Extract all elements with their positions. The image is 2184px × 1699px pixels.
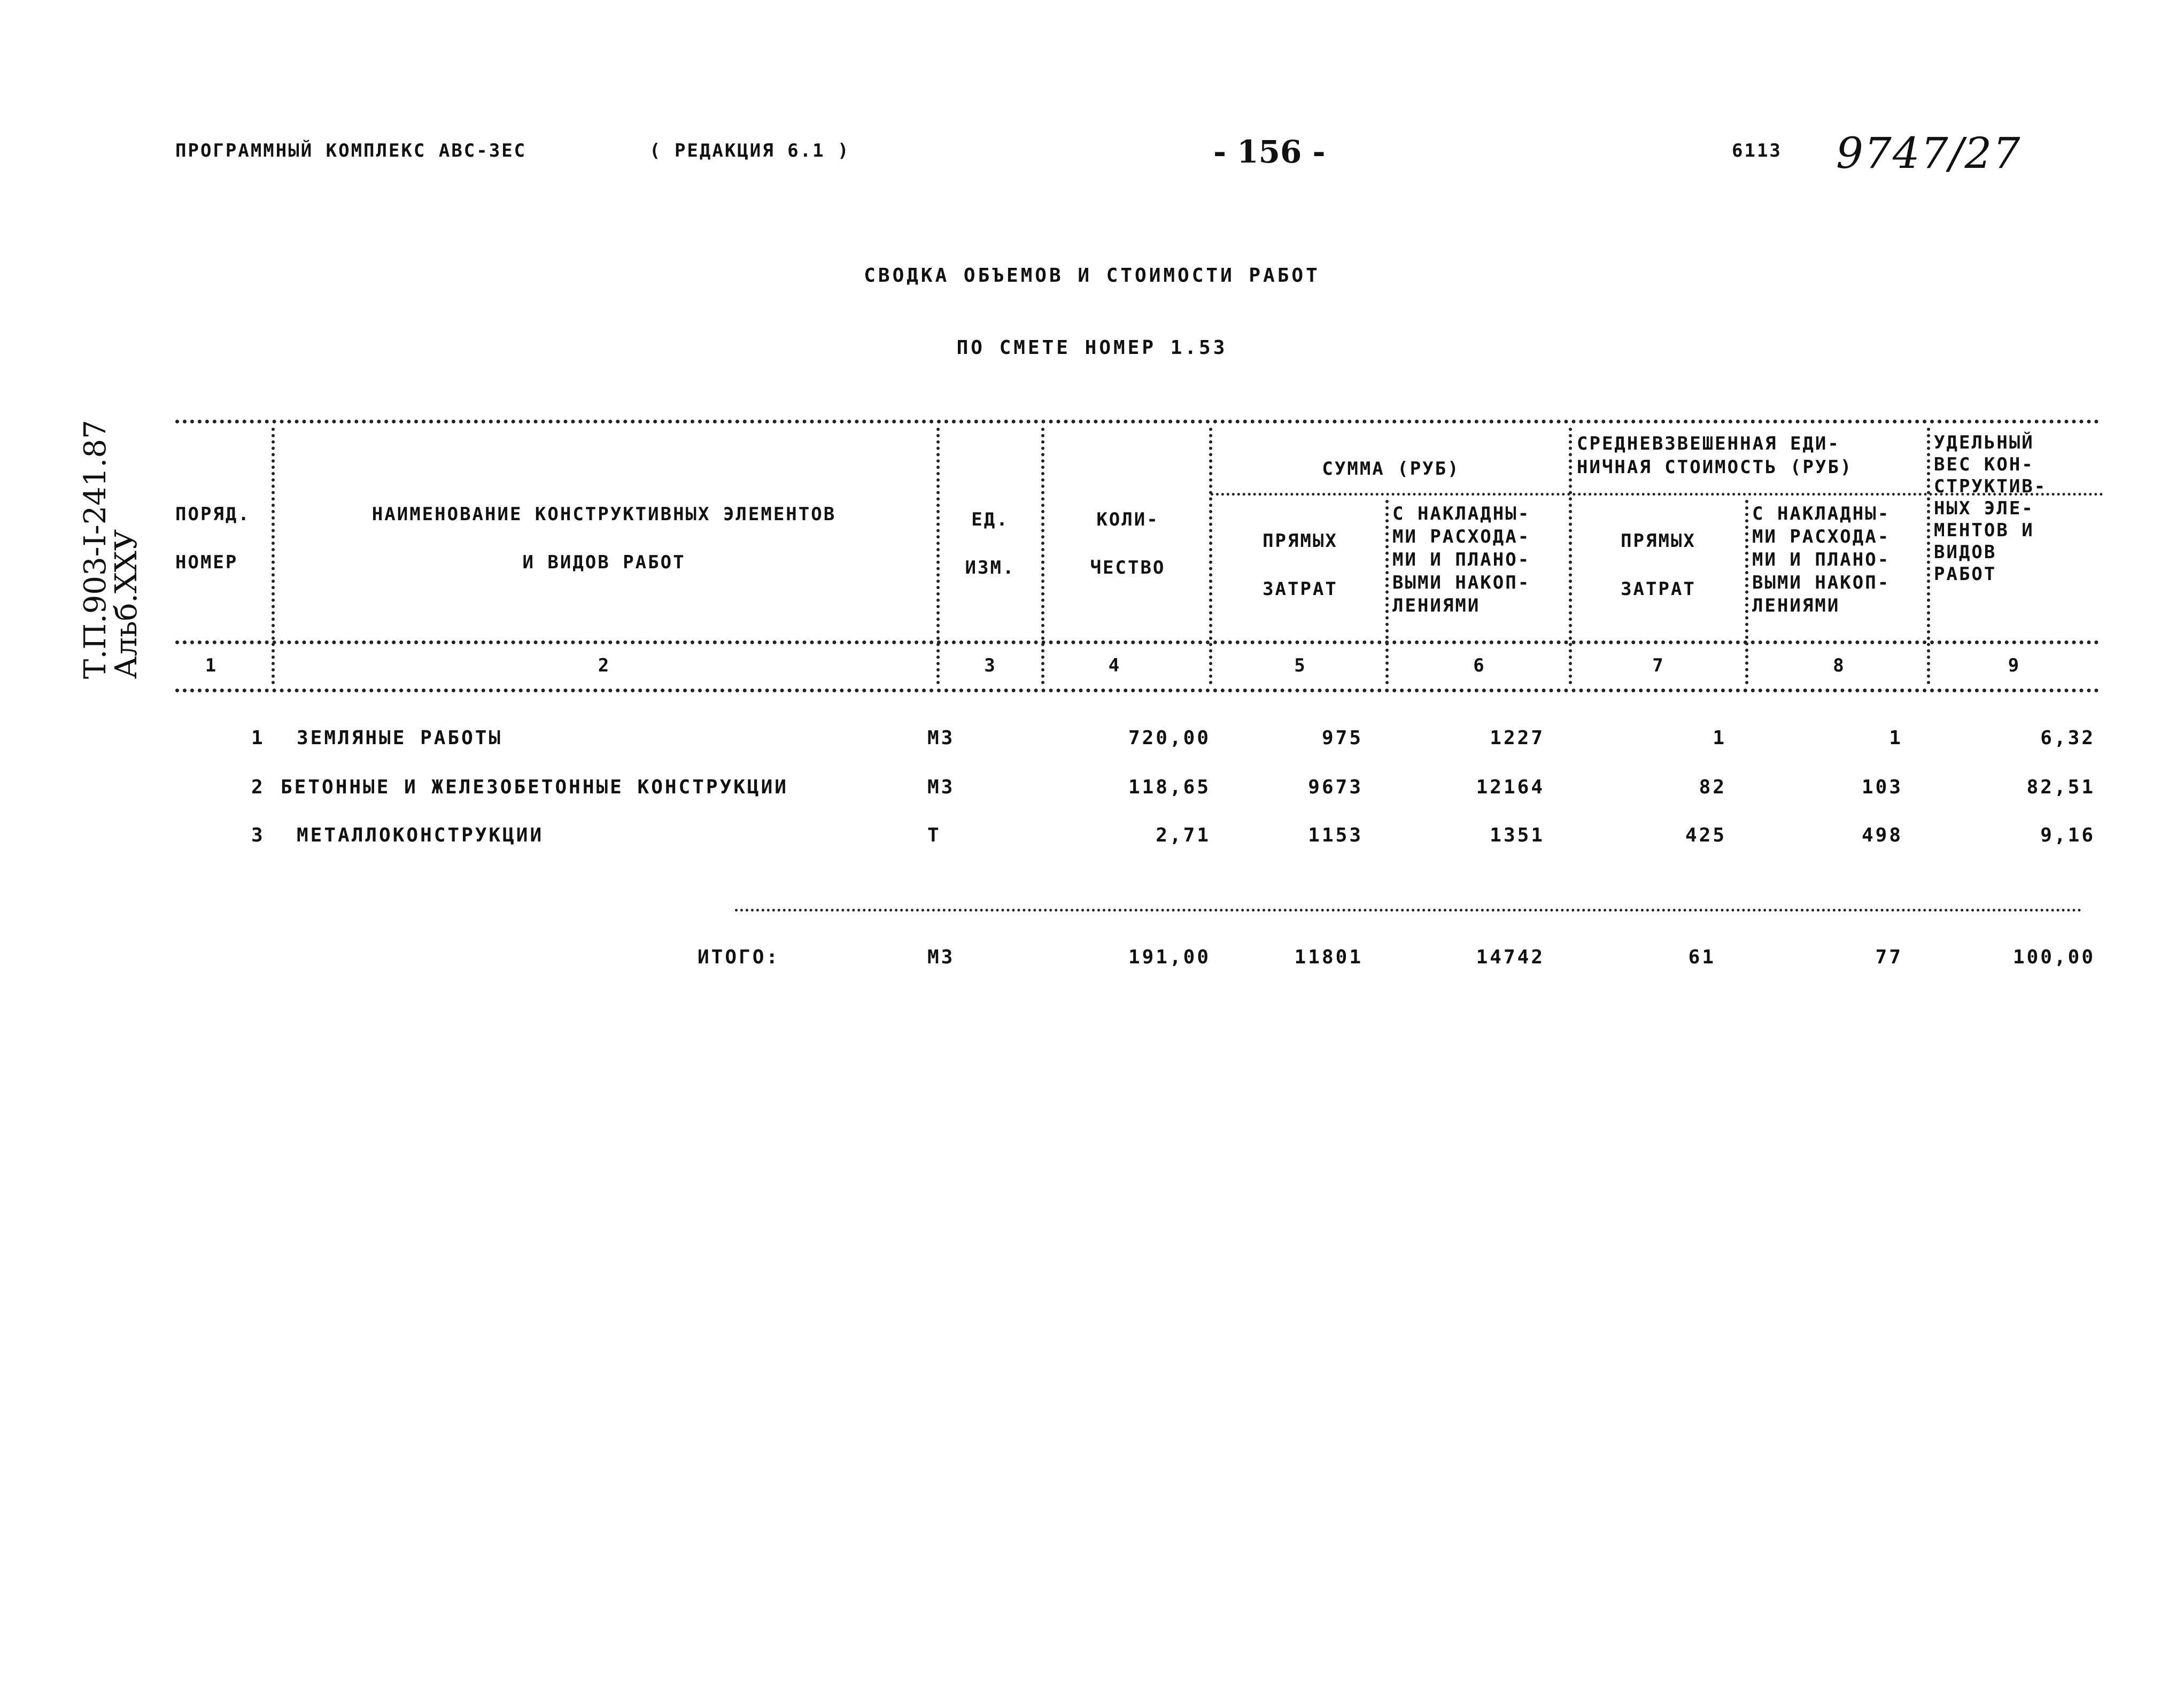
row-unit-direct: 82 [1699, 776, 1726, 798]
col-sep-6 [1569, 428, 1572, 684]
header-col4 [1048, 508, 1208, 580]
total-unit: М3 [927, 946, 955, 968]
row-number: 3 [251, 824, 265, 846]
row-share: 9,16 [2040, 824, 2095, 846]
side-stamp [80, 420, 142, 679]
column-number: 8 [1833, 655, 1845, 676]
col-sep-2 [936, 428, 940, 684]
header-col7 [1574, 529, 1742, 601]
col-sep-1 [272, 428, 275, 684]
row-overhead: 1227 [1490, 727, 1545, 749]
column-number: 3 [984, 655, 996, 676]
row-number: 1 [251, 727, 265, 749]
row-unit: М3 [927, 776, 955, 798]
header-col3-line1: ЕД. [971, 509, 1009, 530]
header-col5-line1: ПРЯМЫХ [1263, 530, 1338, 552]
column-number: 4 [1108, 655, 1121, 676]
header-col8-line5: ЛЕНИЯМИ [1752, 595, 1840, 616]
total-rule [735, 909, 2082, 912]
row-unit-overhead: 498 [1861, 824, 1903, 846]
header-col6-line4: ВЫМИ НАКОП- [1392, 572, 1531, 593]
header-col9-line2: ВЕС КОН- [1934, 454, 2034, 475]
program-edition: ( РЕДАКЦИЯ 6.1 ) [649, 140, 850, 161]
column-numbers-rule [175, 689, 2100, 692]
header-col2 [278, 503, 930, 574]
row-direct: 1153 [1308, 824, 1363, 846]
page-number: - 156 - [1213, 134, 1326, 170]
header-col8-line1: С НАКЛАДНЫ- [1752, 503, 1891, 524]
header-sum-group: СУММА (РУБ) [1322, 458, 1460, 480]
header-col6 [1392, 503, 1530, 617]
col-sep-7 [1745, 500, 1748, 684]
row-unit-direct: 1 [1713, 727, 1726, 749]
document-title: СВОДКА ОБЪЕМОВ И СТОИМОСТИ РАБОТ [864, 265, 1320, 287]
row-direct: 975 [1321, 727, 1363, 749]
handwritten-archive-number: 9747/27 [1836, 128, 2022, 178]
total-label: ИТОГО: [698, 946, 780, 968]
column-number: 1 [205, 655, 218, 676]
header-col9-line5: МЕНТОВ И [1934, 520, 2034, 541]
row-direct: 9673 [1308, 776, 1363, 798]
header-col6-line2: МИ РАСХОДА- [1392, 526, 1531, 547]
row-overhead: 1351 [1490, 824, 1545, 846]
header-col9-line4: НЫХ ЭЛЕ- [1934, 498, 2034, 519]
row-name: ЗЕМЛЯНЫЕ РАБОТЫ [297, 727, 503, 749]
side-stamp-line2: Альб.XXУ [109, 529, 144, 679]
header-col2-line2: И ВИДОВ РАБОТ [522, 552, 686, 573]
header-col9-line1: УДЕЛЬНЫЙ [1934, 432, 2034, 453]
header-col2-line1: НАИМЕНОВАНИЕ КОНСТРУКТИВНЫХ ЭЛЕМЕНТОВ [371, 504, 837, 525]
column-number: 2 [598, 655, 610, 676]
row-unit-overhead: 1 [1889, 727, 1903, 749]
total-overhead: 14742 [1476, 946, 1545, 968]
header-col4-line2: ЧЕСТВО [1090, 557, 1166, 578]
row-share: 82,51 [2026, 776, 2095, 798]
header-col1-line1: ПОРЯД. [175, 504, 251, 525]
row-name: БЕТОННЫЕ И ЖЕЛЕЗОБЕТОННЫЕ КОНСТРУКЦИИ [281, 776, 788, 798]
header-col8-line4: ВЫМИ НАКОП- [1752, 572, 1891, 593]
row-unit: Т [927, 824, 941, 846]
header-col9 [1934, 432, 2047, 585]
row-qty: 2,71 [1156, 824, 1211, 846]
header-bottom-rule [175, 640, 2100, 644]
header-avg-group-line2: НИЧНАЯ СТОИМОСТЬ (РУБ) [1577, 457, 1853, 478]
row-number: 2 [251, 776, 265, 798]
col-sep-4 [1209, 428, 1212, 684]
column-number: 7 [1652, 655, 1664, 676]
document-code: 6113 [1732, 140, 1782, 161]
col-sep-8 [1927, 428, 1930, 684]
header-col1 [175, 503, 251, 574]
row-overhead: 12164 [1476, 776, 1545, 798]
header-col8 [1752, 503, 1890, 617]
header-col8-line3: МИ И ПЛАНО- [1752, 549, 1891, 570]
row-share: 6,32 [2040, 727, 2095, 749]
total-qty: 191,00 [1128, 946, 1211, 968]
header-col6-line3: МИ И ПЛАНО- [1392, 549, 1531, 570]
side-stamp-line1: Т.П.903-I-241.87 [78, 420, 113, 679]
header-col8-line2: МИ РАСХОДА- [1752, 526, 1891, 547]
row-qty: 118,65 [1128, 776, 1211, 798]
program-name: ПРОГРАММНЫЙ КОМПЛЕКС АВС-3ЕС [175, 140, 527, 161]
header-col3-line2: ИЗМ. [965, 557, 1016, 578]
total-unit-overhead: 77 [1875, 946, 1903, 968]
col-sep-3 [1041, 428, 1044, 684]
header-col6-line1: С НАКЛАДНЫ- [1392, 503, 1531, 524]
document-subtitle: ПО СМЕТЕ НОМЕР 1.53 [956, 337, 1228, 359]
row-unit-direct: 425 [1685, 824, 1726, 846]
table-top-rule [175, 420, 2100, 423]
total-share: 100,00 [2012, 946, 2095, 968]
header-col7-line2: ЗАТРАТ [1621, 578, 1696, 600]
total-unit-direct: 61 [1688, 946, 1716, 968]
row-unit-overhead: 103 [1861, 776, 1903, 798]
header-avg-group [1577, 432, 1853, 479]
column-number: 9 [2008, 655, 2020, 676]
column-number: 6 [1473, 655, 1485, 676]
header-col3 [941, 508, 1040, 580]
header-col6-line5: ЛЕНИЯМИ [1392, 595, 1481, 616]
column-number: 5 [1294, 655, 1306, 676]
header-col9-line3: СТРУКТИВ- [1934, 476, 2047, 497]
header-col9-line6: ВИДОВ [1934, 542, 1997, 563]
header-col5 [1216, 529, 1384, 601]
row-unit: М3 [927, 727, 955, 749]
total-direct: 11801 [1294, 946, 1363, 968]
row-name: МЕТАЛЛОКОНСТРУКЦИИ [297, 824, 544, 846]
header-col5-line2: ЗАТРАТ [1263, 578, 1338, 600]
header-col7-line1: ПРЯМЫХ [1621, 530, 1696, 552]
row-qty: 720,00 [1128, 727, 1211, 749]
header-col1-line2: НОМЕР [175, 552, 238, 573]
header-col4-line1: КОЛИ- [1096, 509, 1159, 530]
col-sep-5 [1385, 500, 1389, 684]
header-col9-line7: РАБОТ [1934, 563, 1997, 585]
header-avg-group-line1: СРЕДНЕВЗВЕШЕННАЯ ЕДИ- [1577, 433, 1840, 454]
